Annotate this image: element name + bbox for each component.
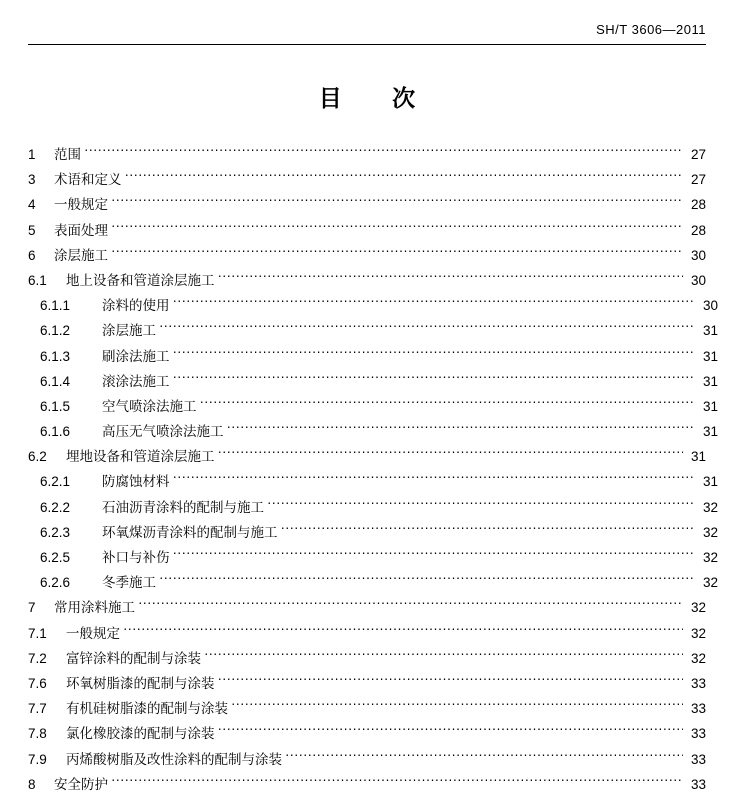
toc-entry-label: 常用涂料施工 [54,600,135,616]
toc-entry-number: 7.9 [28,751,47,767]
toc-entry-page: 30 [690,247,706,263]
toc-leader-dots [123,625,683,638]
toc-leader-dots [227,423,696,436]
toc-entry-page: 33 [690,751,706,767]
toc-entry-label: 术语和定义 [54,172,122,188]
page-header-standard-code: SH/T 3606—2011 [596,22,706,37]
toc-entry[interactable] [28,146,706,163]
toc-entry-page: 32 [702,550,718,565]
table-of-contents [28,146,718,801]
toc-entry[interactable] [28,373,718,390]
toc-entry-label: 氯化橡胶漆的配制与涂装 [66,726,215,742]
toc-entry-label: 范围 [54,147,81,162]
toc-entry-number: 6.2 [28,449,47,465]
toc-entry-number: 6.2.2 [40,499,71,515]
toc-entry-page: 32 [702,499,718,515]
toc-leader-dots [285,751,683,764]
toc-entry-page: 27 [690,172,706,188]
toc-entry[interactable] [28,473,718,490]
toc-entry-number: 6.1.5 [40,398,71,414]
toc-entry-number: 6.2.6 [40,575,71,591]
toc-leader-dots [159,322,695,335]
toc-leader-dots [159,574,695,587]
toc-entry-number: 6.2.3 [40,524,71,540]
toc-leader-dots [218,725,684,738]
toc-entry[interactable] [28,499,718,516]
toc-entry-page: 31 [702,323,718,339]
toc-entry-label: 刷涂法施工 [102,348,170,364]
toc-leader-dots [125,171,684,184]
toc-entry-label: 丙烯酸树脂及改性涂料的配制与涂装 [66,751,282,767]
toc-leader-dots [218,272,684,285]
toc-entry-label: 有机硅树脂漆的配制与涂装 [66,701,228,717]
toc-entry-page: 32 [690,600,706,616]
toc-entry-label: 涂料的使用 [102,298,170,314]
toc-entry-number: 1 [28,147,36,162]
toc-entry-number: 6.2.1 [40,474,71,490]
toc-entry[interactable] [28,700,706,717]
toc-entry[interactable] [28,322,718,339]
toc-entry-page: 28 [690,197,706,213]
toc-entry-page: 33 [690,701,706,717]
toc-entry-label: 补口与补伤 [102,550,170,565]
toc-leader-dots [173,348,696,361]
toc-leader-dots [111,222,683,235]
page-title: 目 次 [318,85,438,111]
toc-entry-label: 防腐蚀材料 [102,474,170,490]
toc-entry-label: 涂层施工 [102,323,156,339]
toc-entry-label: 富锌涂料的配制与涂装 [66,650,201,666]
toc-entry[interactable] [28,776,706,793]
toc-entry-label: 埋地设备和管道涂层施工 [66,449,215,465]
toc-entry-page: 31 [702,398,718,414]
toc-entry-number: 6.1 [28,272,47,288]
toc-entry[interactable] [28,599,706,616]
toc-entry-page: 30 [702,298,718,314]
toc-entry-page: 31 [702,348,718,364]
toc-entry[interactable] [28,549,718,566]
toc-leader-dots [84,146,683,159]
toc-entry-label: 一般规定 [54,197,108,213]
toc-entry-page: 33 [690,675,706,691]
toc-entry-page: 31 [702,373,718,389]
toc-leader-dots [281,524,696,537]
toc-leader-dots [200,398,696,411]
toc-entry-label: 冬季施工 [102,575,156,591]
toc-entry-number: 5 [28,222,36,238]
toc-entry-label: 涂层施工 [54,247,108,263]
toc-entry[interactable] [28,625,706,642]
toc-leader-dots [204,650,683,663]
toc-entry-label: 环氧树脂漆的配制与涂装 [66,675,215,691]
toc-entry-page: 32 [702,575,718,591]
toc-leader-dots [173,549,696,562]
toc-entry-number: 6.1.6 [40,424,71,440]
toc-entry-page: 31 [702,424,718,440]
toc-entry-page: 28 [690,222,706,238]
toc-entry-page: 33 [690,776,706,792]
toc-entry-page: 33 [690,726,706,742]
toc-entry-number: 6.1.2 [40,323,71,339]
toc-entry-number: 7.1 [28,625,47,641]
toc-entry[interactable] [28,650,706,667]
toc-entry-page: 32 [702,524,718,540]
toc-entry-label: 地上设备和管道涂层施工 [66,272,215,288]
toc-leader-dots [173,297,696,310]
toc-leader-dots [111,196,683,209]
toc-entry-page: 31 [690,449,706,465]
toc-entry[interactable] [28,524,718,541]
toc-entry-number: 7 [28,600,36,616]
toc-entry-label: 一般规定 [66,625,120,641]
toc-entry-label: 表面处理 [54,222,108,238]
toc-entry-label: 空气喷涂法施工 [102,398,197,414]
toc-entry-page: 30 [690,272,706,288]
toc-entry[interactable] [28,222,706,239]
toc-entry[interactable] [28,196,706,213]
toc-entry-number: 8 [28,776,36,792]
toc-leader-dots [111,247,683,260]
toc-entry-number: 6 [28,247,36,263]
toc-entry-number: 6.1.1 [40,298,71,314]
toc-entry-page: 31 [702,474,718,490]
toc-entry[interactable] [28,247,706,264]
toc-entry[interactable] [28,297,718,314]
toc-leader-dots [267,499,695,512]
toc-entry-number: 7.2 [28,650,47,666]
toc-entry-page: 27 [690,147,706,162]
toc-entry[interactable] [28,398,718,415]
header-divider [28,44,706,45]
toc-leader-dots [173,373,696,386]
toc-entry-label: 环氧煤沥青涂料的配制与施工 [102,524,278,540]
toc-entry[interactable] [28,348,718,365]
toc-entry-label: 高压无气喷涂法施工 [102,424,224,440]
toc-leader-dots [138,599,683,612]
toc-entry-number: 7.7 [28,701,47,717]
toc-entry-number: 6.1.4 [40,373,71,389]
toc-leader-dots [173,473,696,486]
toc-entry[interactable] [28,574,718,591]
toc-entry-number: 6.1.3 [40,348,71,364]
toc-leader-dots [231,700,683,713]
toc-entry-label: 石油沥青涂料的配制与施工 [102,499,264,515]
toc-entry[interactable] [28,423,718,440]
toc-entry-number: 7.6 [28,675,47,691]
toc-entry-number: 3 [28,172,36,188]
toc-leader-dots [111,776,683,789]
toc-entry-label: 安全防护 [54,776,108,792]
toc-entry-page: 32 [690,650,706,666]
toc-entry[interactable] [28,272,706,289]
toc-entry-number: 4 [28,197,36,213]
toc-entry[interactable] [28,171,706,188]
toc-leader-dots [218,675,684,688]
toc-entry-page: 32 [690,625,706,641]
toc-entry-number: 6.2.5 [40,550,71,565]
toc-entry[interactable] [28,725,706,742]
toc-entry-number: 7.8 [28,726,47,742]
toc-entry-label: 滚涂法施工 [102,373,170,389]
toc-entry[interactable] [28,675,706,692]
toc-entry[interactable] [28,448,706,465]
toc-leader-dots [218,448,684,461]
